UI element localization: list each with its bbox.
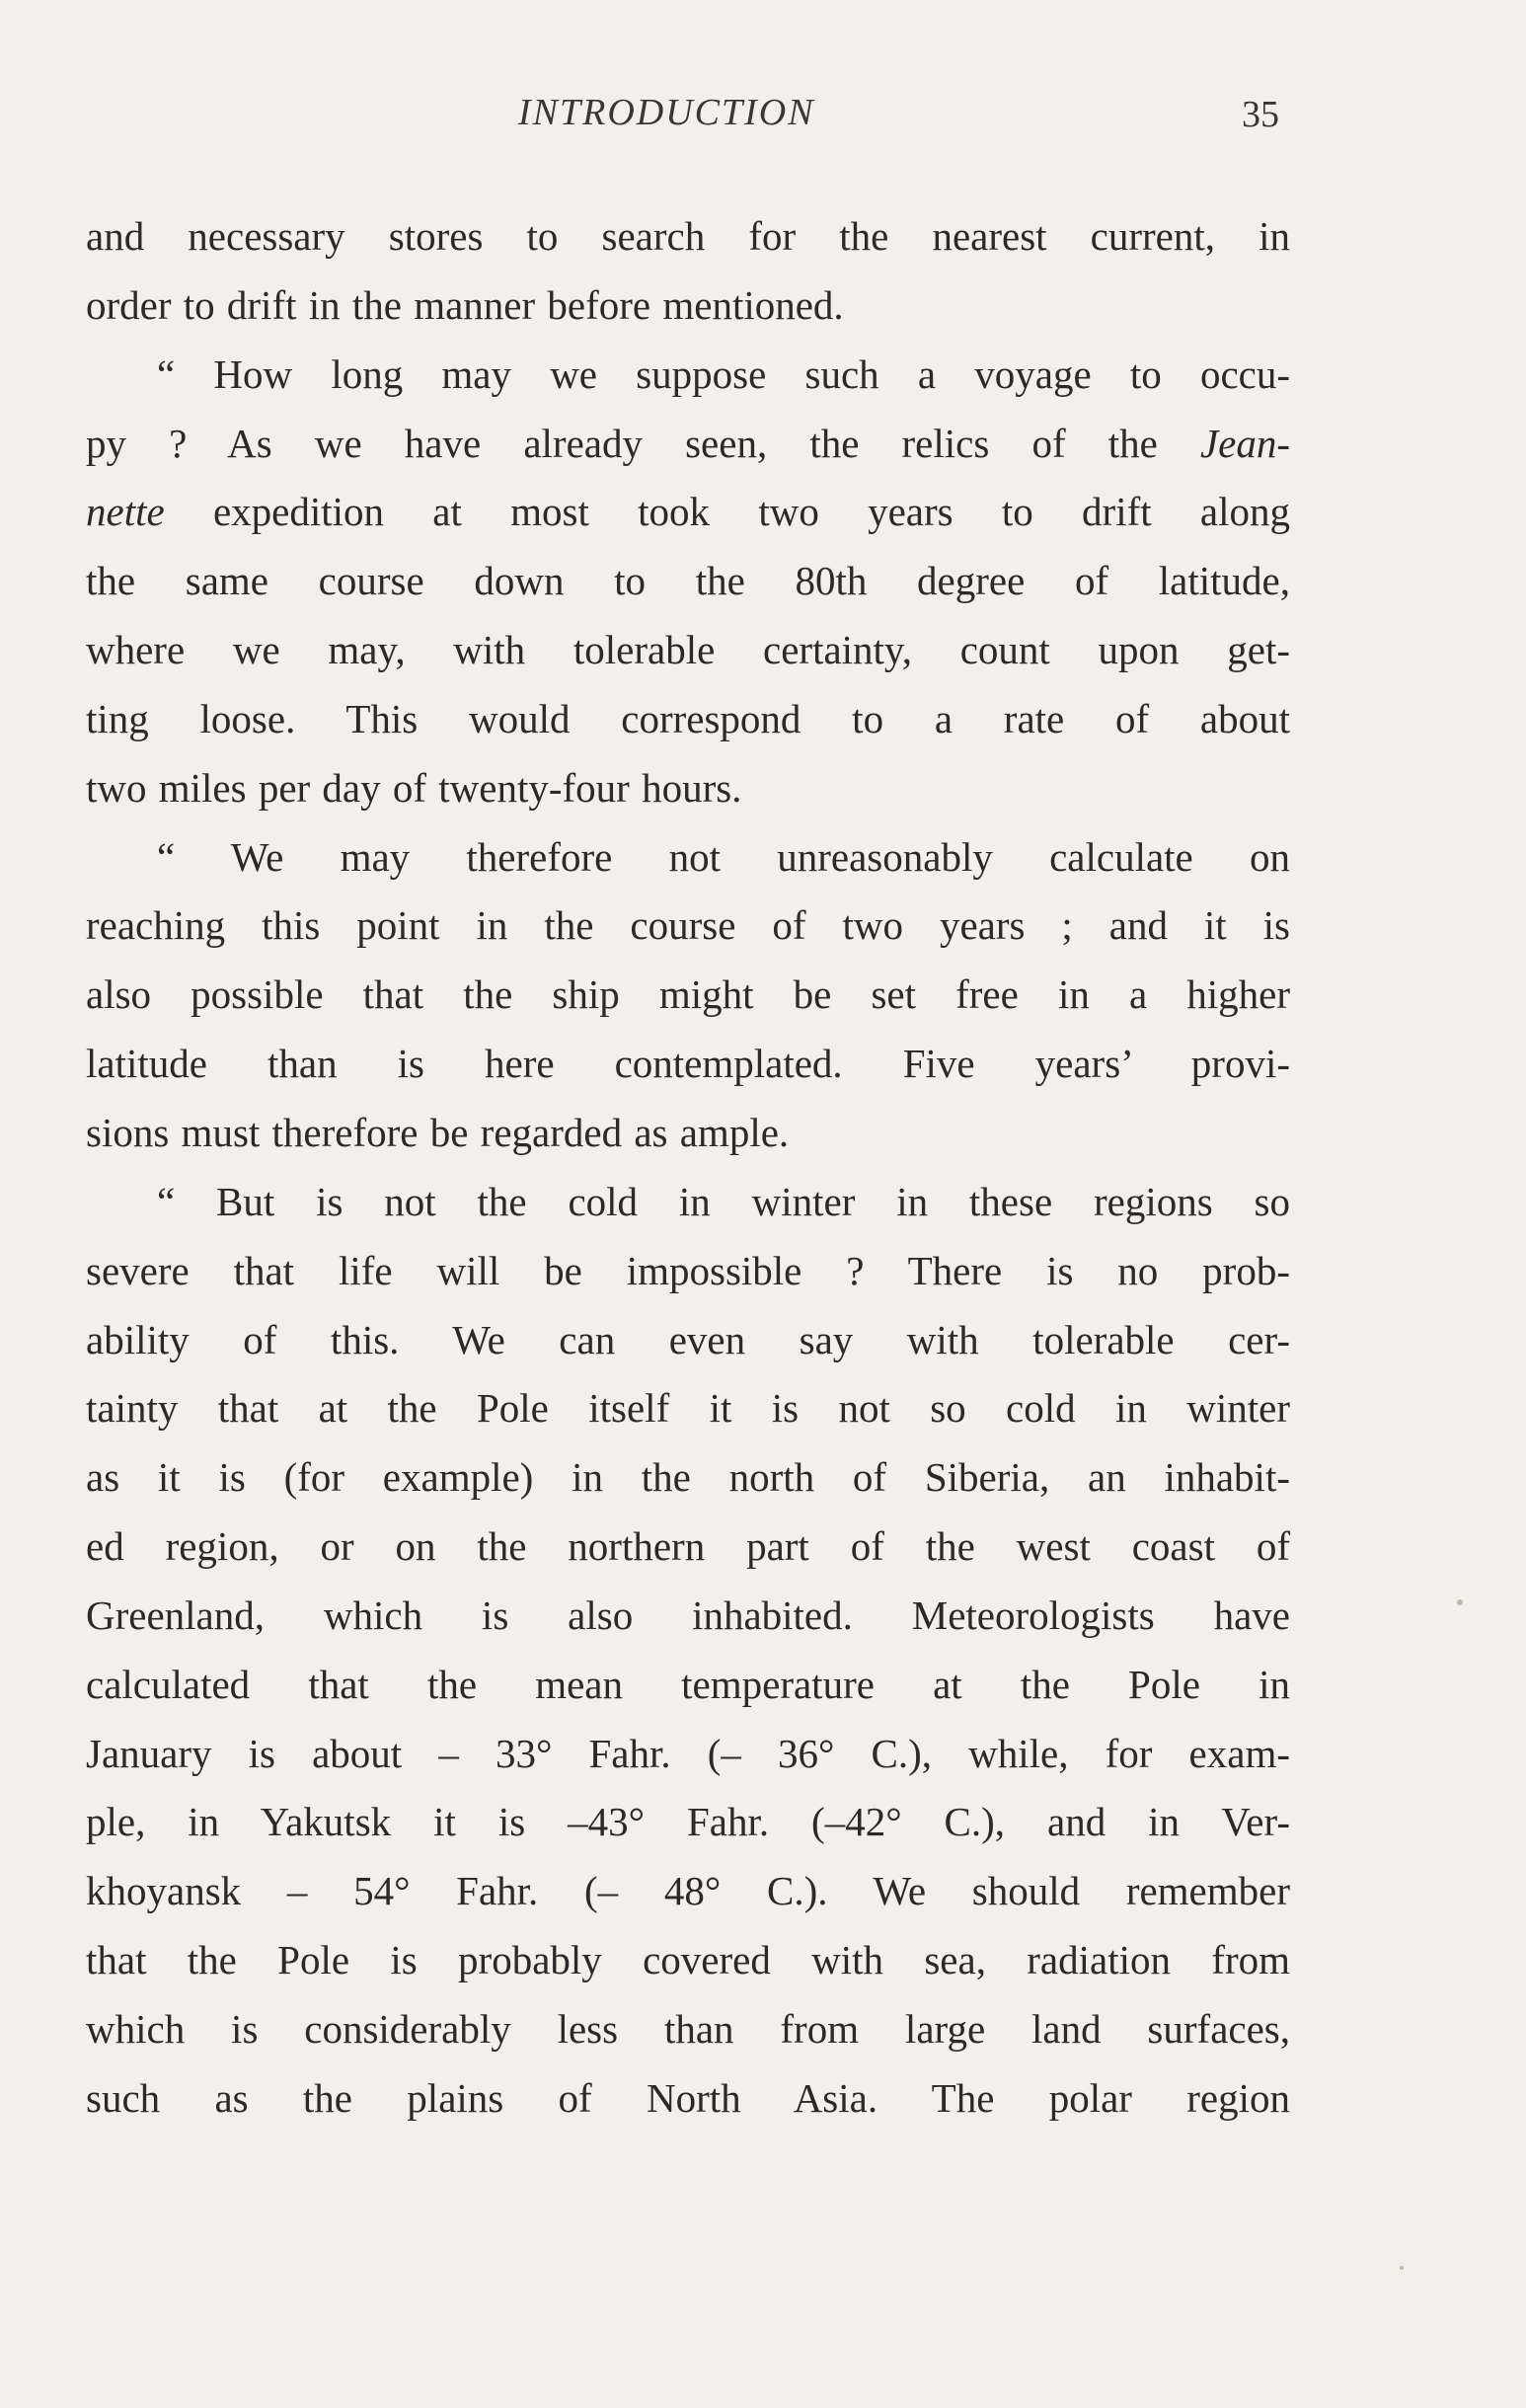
text-line [86, 410, 1290, 479]
text-segment: expedition at most took two years to drift along [164, 489, 1290, 535]
text-line [86, 1788, 1290, 1857]
text-segment: reaching this point in the course of two years ; and it is [86, 902, 1290, 949]
page-number: 35 [1242, 94, 1279, 135]
text-segment: as it is (for example) in the north of Siberia, an inhabit- [86, 1454, 1290, 1501]
text-segment: order to drift in the manner before mentioned. [86, 281, 844, 328]
text-line [86, 272, 1290, 341]
text-segment: Greenland, which is also inhabited. Meteorologists have [86, 1592, 1290, 1638]
text-line [86, 1582, 1290, 1651]
text-line [86, 478, 1290, 547]
text-line [86, 1857, 1290, 1926]
running-title: INTRODUCTION [518, 92, 815, 133]
body-text [86, 202, 1290, 2134]
italic-text: Jean- [1199, 420, 1290, 466]
text-segment: severe that life will be impossible ? There is no prob- [86, 1247, 1290, 1293]
text-segment: that the Pole is probably covered with sea, radiation from [86, 1937, 1290, 1983]
text-segment: tainty that at the Pole itself it is not so cold in winter [86, 1385, 1290, 1432]
text-segment: which is considerably less than from large land surfaces, [86, 2005, 1290, 2052]
text-line [86, 961, 1290, 1030]
text-segment: January is about – 33° Fahr. (– 36° C.), while, for exam- [86, 1730, 1290, 1776]
text-segment: latitude than is here contemplated. Five years’ provi- [86, 1041, 1290, 1087]
text-line [86, 1374, 1290, 1443]
text-segment: and necessary stores to search for the nearest current, in [86, 213, 1290, 259]
text-line [86, 616, 1290, 685]
text-segment: such as the plains of North Asia. The polar region [86, 2074, 1290, 2121]
text-segment: ed region, or on the northern part of the west coast of [86, 1523, 1290, 1570]
text-segment: “ But is not the cold in winter in these regions so [157, 1178, 1290, 1224]
text-line [86, 2064, 1290, 2134]
text-segment: sions must therefore be regarded as ample. [86, 1109, 790, 1155]
text-segment: “ How long may we suppose such a voyage to occu- [157, 350, 1290, 397]
text-line [86, 1099, 1290, 1168]
text-segment: the same course down to the 80th degree of latitude, [86, 558, 1290, 604]
text-line [86, 1168, 1290, 1237]
text-line [86, 1995, 1290, 2064]
text-segment: “ We may therefore not unreasonably calculate on [157, 833, 1290, 880]
text-line [86, 1926, 1290, 1995]
text-line [86, 892, 1290, 961]
text-segment: calculated that the mean temperature at the Pole in [86, 1661, 1290, 1707]
text-line [86, 823, 1290, 893]
text-line [86, 1443, 1290, 1513]
text-segment: ting loose. This would correspond to a rate of about [86, 695, 1290, 741]
italic-text: nette [86, 489, 165, 535]
text-segment: where we may, with tolerable certainty, count upon get- [86, 627, 1290, 673]
text-segment: khoyansk – 54° Fahr. (– 48° C.). We should remember [86, 1868, 1290, 1914]
text-line [86, 202, 1290, 272]
text-line [86, 1720, 1290, 1789]
text-segment: ability of this. We can even say with tolerable cer- [86, 1316, 1290, 1362]
text-line [86, 1306, 1290, 1375]
text-line [86, 1030, 1290, 1099]
text-line [86, 754, 1290, 823]
text-line [86, 547, 1290, 616]
text-segment: ple, in Yakutsk it is –43° Fahr. (–42° C.), and in Ver- [86, 1799, 1290, 1845]
running-head [0, 91, 1526, 150]
text-line [86, 1651, 1290, 1720]
paper-speck [1400, 2266, 1404, 2270]
paper-speck [1457, 1599, 1463, 1605]
text-line [86, 341, 1290, 410]
text-line [86, 1513, 1290, 1582]
text-segment: py ? As we have already seen, the relics of the [86, 420, 1200, 466]
text-segment: two miles per day of twenty-four hours. [86, 764, 742, 811]
text-line [86, 685, 1290, 754]
text-segment: also possible that the ship might be set free in a higher [86, 971, 1290, 1018]
text-line [86, 1237, 1290, 1306]
